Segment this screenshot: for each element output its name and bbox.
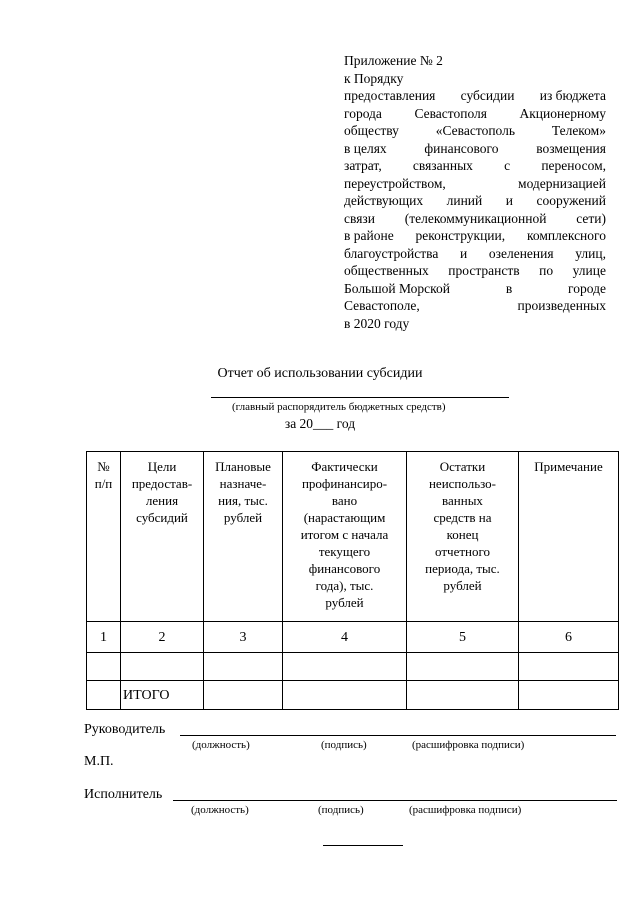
column-header-line: рублей bbox=[443, 578, 482, 593]
appendix-line bbox=[344, 192, 606, 210]
column-header-line: Фактически bbox=[311, 459, 378, 474]
appendix-word: сети) bbox=[576, 210, 606, 226]
appendix-word: и bbox=[505, 193, 514, 208]
column-header-line: ния, тыс. bbox=[218, 493, 268, 508]
table-cell[interactable] bbox=[87, 653, 121, 681]
table-cell[interactable] bbox=[407, 681, 519, 710]
column-header-line: итогом с начала bbox=[300, 527, 389, 542]
executor-signature-caption: (подпись) bbox=[318, 804, 364, 816]
header-cell bbox=[87, 452, 121, 622]
executor-signature-line[interactable] bbox=[173, 800, 617, 801]
appendix-block bbox=[344, 52, 606, 332]
appendix-line bbox=[344, 245, 606, 263]
appendix-word: и bbox=[459, 245, 468, 261]
executor-position-caption: (должность) bbox=[191, 804, 249, 816]
appendix-word: произведенных bbox=[517, 298, 606, 313]
appendix-word: связи bbox=[344, 210, 375, 226]
table-row bbox=[87, 653, 619, 681]
column-header-line: финансового bbox=[308, 561, 381, 576]
appendix-line bbox=[344, 122, 606, 140]
table-cell[interactable] bbox=[407, 653, 519, 681]
appendix-word: Телеком» bbox=[551, 123, 606, 138]
appendix-word: переносом, bbox=[541, 158, 606, 173]
report-table bbox=[86, 451, 619, 710]
column-number: 3 bbox=[204, 622, 283, 653]
appendix-word: общественных bbox=[344, 263, 429, 278]
column-number: 5 bbox=[407, 622, 519, 653]
appendix-word: реконструкции, bbox=[415, 228, 506, 243]
stamp-label: М.П. bbox=[84, 754, 114, 769]
table-cell[interactable] bbox=[519, 653, 619, 681]
appendix-line bbox=[344, 105, 606, 123]
column-header-line: назначе- bbox=[219, 476, 267, 491]
appendix-word: с bbox=[504, 158, 511, 173]
column-header-line: года), тыс. bbox=[315, 578, 374, 593]
report-title: Отчет об использовании субсидии bbox=[217, 366, 423, 381]
column-header-line: средств на bbox=[433, 510, 492, 525]
column-header-line: рублей bbox=[325, 595, 364, 610]
head-signature-line[interactable] bbox=[180, 735, 616, 736]
column-header-line: п/п bbox=[94, 476, 113, 491]
appendix-word: в bbox=[505, 280, 513, 296]
appendix-line: в 2020 году bbox=[344, 315, 410, 331]
appendix-line bbox=[344, 210, 606, 228]
appendix-word: в районе bbox=[344, 228, 394, 243]
appendix-word: комплексного bbox=[526, 228, 606, 243]
table-cell[interactable] bbox=[204, 681, 283, 710]
appendix-line bbox=[344, 227, 606, 245]
column-header-line: периода, тыс. bbox=[425, 561, 500, 576]
appendix-word: Севастополе, bbox=[344, 298, 420, 313]
appendix-line bbox=[344, 297, 606, 315]
column-header-line: конец bbox=[446, 527, 479, 542]
appendix-word: субсидии bbox=[460, 88, 515, 103]
appendix-line bbox=[344, 280, 606, 298]
column-header-line: (нарастающим bbox=[303, 510, 386, 525]
column-header-line: Цели bbox=[147, 459, 177, 474]
report-year-line: за 20___ год bbox=[284, 416, 356, 431]
column-header-line: ления bbox=[145, 493, 179, 508]
appendix-line bbox=[344, 140, 606, 158]
appendix-word: предоставления bbox=[344, 88, 436, 103]
column-header-line: № bbox=[97, 459, 110, 474]
appendix-word: финансового bbox=[424, 140, 499, 156]
appendix-line bbox=[344, 87, 606, 105]
column-header-line: Остатки bbox=[439, 459, 486, 474]
table-cell[interactable] bbox=[283, 681, 407, 710]
table-cell[interactable] bbox=[519, 681, 619, 710]
table-header-row bbox=[87, 452, 619, 622]
header-cell bbox=[121, 452, 204, 622]
appendix-word: сооружений bbox=[536, 193, 606, 208]
header-cell bbox=[283, 452, 407, 622]
appendix-word: улице bbox=[572, 263, 606, 278]
column-header-line: текущего bbox=[318, 544, 371, 559]
end-divider bbox=[323, 845, 403, 846]
header-cell bbox=[204, 452, 283, 622]
column-header-line: предостав- bbox=[131, 476, 193, 491]
table-cell[interactable] bbox=[87, 681, 121, 710]
appendix-word: Акционерному bbox=[519, 105, 606, 121]
appendix-word: связанных bbox=[412, 158, 473, 173]
column-header-line: Примечание bbox=[534, 459, 603, 474]
appendix-word: «Севастополь bbox=[435, 123, 516, 138]
appendix-line bbox=[344, 157, 606, 175]
distributor-line bbox=[211, 397, 509, 398]
appendix-word: по bbox=[539, 263, 554, 278]
distributor-caption: (главный распорядитель бюджетных средств) bbox=[232, 401, 446, 413]
table-row-numbers bbox=[87, 622, 619, 653]
header-cell bbox=[519, 452, 619, 622]
column-header-line: ванных bbox=[442, 493, 483, 508]
column-number: 2 bbox=[121, 622, 204, 653]
appendix-word: пространств bbox=[448, 263, 520, 278]
column-number: 6 bbox=[519, 622, 619, 653]
appendix-word: (телекоммуникационной bbox=[404, 210, 547, 226]
column-header-line: субсидий bbox=[136, 510, 188, 525]
appendix-line bbox=[344, 262, 606, 280]
head-signature-caption: (подпись) bbox=[321, 739, 367, 751]
appendix-line: Приложение № 2 bbox=[344, 53, 443, 68]
appendix-line: к Порядку bbox=[344, 70, 404, 86]
column-header-line: вано bbox=[331, 493, 358, 508]
column-header-line: Плановые bbox=[215, 459, 271, 474]
table-total-row bbox=[87, 681, 619, 710]
appendix-word: переустройством, bbox=[344, 175, 446, 191]
column-header-line: неиспользо- bbox=[428, 476, 497, 491]
head-label: Руководитель bbox=[84, 722, 166, 737]
appendix-word: Большой Морской bbox=[344, 280, 450, 296]
column-header-line: отчетного bbox=[435, 544, 490, 559]
executor-decoding-caption: (расшифровка подписи) bbox=[409, 804, 522, 816]
appendix-word: действующих bbox=[344, 193, 424, 208]
head-decoding-caption: (расшифровка подписи) bbox=[412, 739, 525, 751]
head-position-caption: (должность) bbox=[192, 739, 250, 751]
column-header-line: профинансиро- bbox=[301, 476, 388, 491]
appendix-word: города bbox=[344, 105, 382, 121]
table-cell[interactable] bbox=[121, 653, 204, 681]
appendix-word: городе bbox=[568, 280, 606, 296]
appendix-word: линий bbox=[446, 193, 483, 208]
header-cell bbox=[407, 452, 519, 622]
appendix-word: Севастополя bbox=[414, 105, 487, 121]
appendix-word: затрат, bbox=[344, 158, 382, 173]
appendix-word: обществу bbox=[344, 123, 399, 138]
appendix-word: благоустройства bbox=[344, 245, 439, 261]
table-cell[interactable] bbox=[204, 653, 283, 681]
column-number: 1 bbox=[87, 622, 121, 653]
column-header-line: рублей bbox=[223, 510, 263, 525]
appendix-line bbox=[344, 175, 606, 193]
appendix-word: возмещения bbox=[536, 140, 606, 156]
appendix-word: в целях bbox=[344, 140, 387, 156]
executor-label: Исполнитель bbox=[84, 787, 163, 802]
appendix-word: модернизацией bbox=[518, 175, 606, 191]
table-cell[interactable] bbox=[283, 653, 407, 681]
column-number: 4 bbox=[283, 622, 407, 653]
total-label: ИТОГО bbox=[121, 681, 204, 710]
appendix-word: из бюджета bbox=[539, 88, 606, 103]
appendix-word: озеленения bbox=[488, 245, 554, 261]
appendix-word: улиц, bbox=[575, 245, 606, 261]
